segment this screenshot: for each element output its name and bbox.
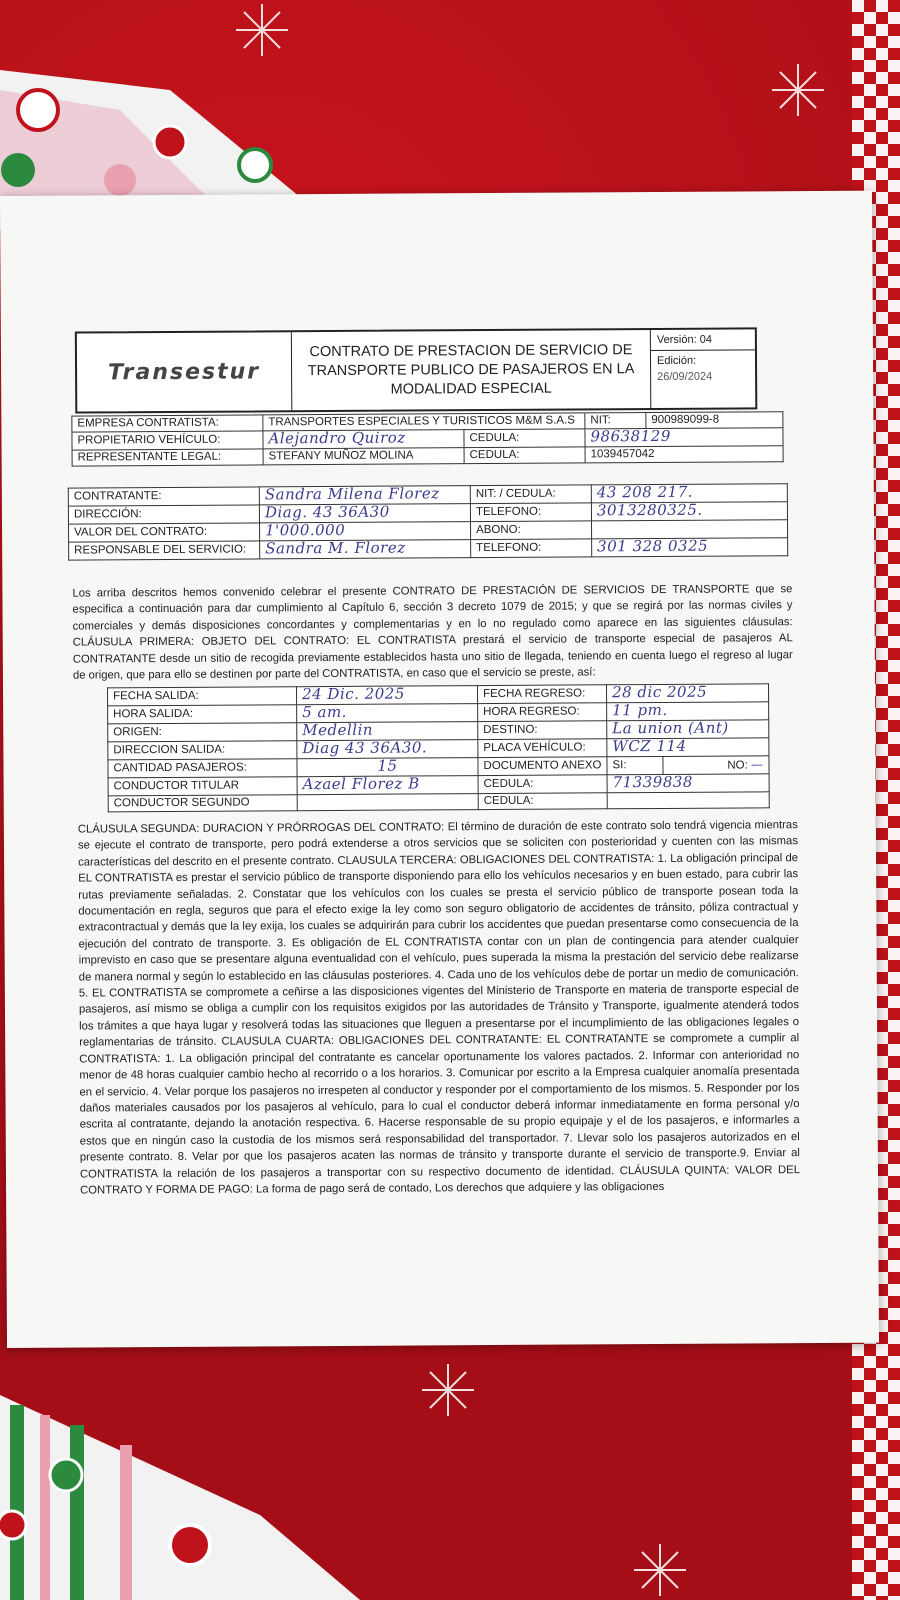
- direccion-salida-value: Diag 43 36A30.: [302, 738, 428, 758]
- fecha-regreso-value: 28 dic 2025: [611, 682, 708, 702]
- representante-label: REPRESENTANTE LEGAL:: [72, 449, 263, 466]
- direccion-salida-label: DIRECCION SALIDA:: [108, 741, 297, 760]
- empresa-value: TRANSPORTES ESPECIALES Y TURISTICOS M&M S.A.S: [263, 413, 585, 431]
- company-logo: Transestur: [107, 358, 261, 385]
- edition-date: 26/09/2024: [657, 370, 713, 383]
- contract-document: [0, 191, 879, 1348]
- conductor-segundo-value: [297, 794, 478, 811]
- propietario-cedula: 98638129: [590, 426, 671, 446]
- snowflake-icon: [768, 60, 828, 120]
- title-line: MODALIDAD ESPECIAL: [390, 380, 552, 398]
- responsable-value: Sandra M. Florez: [265, 538, 406, 558]
- snowflake-icon: [630, 1540, 690, 1600]
- valor-label: VALOR DEL CONTRATO:: [69, 523, 260, 542]
- hora-regreso-value: 11 pm.: [612, 700, 668, 720]
- valor-value: 1'000.000: [264, 520, 346, 540]
- document-title: [292, 330, 651, 410]
- cantidad-label: CANTIDAD PASAJEROS:: [108, 759, 297, 778]
- cantidad-value: 15: [377, 756, 398, 775]
- abono-label: ABONO:: [470, 521, 591, 540]
- no-label: NO:: [727, 758, 748, 772]
- no-mark: —: [750, 756, 764, 771]
- destino-label: DESTINO:: [478, 721, 607, 740]
- responsable-label: RESPONSABLE DEL SERVICIO:: [69, 541, 260, 560]
- contratante-label: CONTRATANTE:: [68, 487, 259, 506]
- document-header: [75, 327, 757, 413]
- nit-cedula-value: 43 208 217.: [596, 482, 694, 502]
- nit-value: 900989099-8: [646, 412, 783, 429]
- direccion-value: Diag. 43 36A30: [264, 502, 390, 522]
- title-line: TRANSPORTE PUBLICO DE PASAJEROS EN LA: [307, 360, 635, 379]
- logo-cell: [77, 332, 292, 411]
- conductor-segundo-label: CONDUCTOR SEGUNDO: [108, 795, 297, 812]
- conductor-titular-label: CONDUCTOR TITULAR: [108, 777, 297, 796]
- telefono-label: TELEFONO:: [471, 539, 592, 558]
- direccion-label: DIRECCIÓN:: [68, 505, 259, 524]
- company-table: [71, 411, 783, 466]
- christmas-tree-decoration-icon: [0, 1395, 360, 1600]
- table-row: [108, 792, 769, 812]
- nit-label: NIT:: [585, 413, 646, 429]
- telefono-label: TELEFONO:: [470, 503, 591, 522]
- origen-value: Medellin: [302, 720, 374, 740]
- nit-cedula-label: NIT: / CEDULA:: [470, 485, 591, 504]
- version-cell: [651, 329, 755, 408]
- contratante-value: Sandra Milena Florez: [264, 484, 440, 504]
- fecha-salida-label: FECHA SALIDA:: [108, 687, 297, 706]
- propietario-value: Alejandro Quiroz: [268, 428, 406, 448]
- destino-value: La union (Ant): [612, 718, 729, 738]
- title-line: CONTRATO DE PRESTACION DE SERVICIO DE: [309, 341, 633, 360]
- conductor-segundo-cedula: [607, 792, 769, 809]
- version-label: Versión: 04: [651, 329, 755, 351]
- fecha-regreso-label: FECHA REGRESO:: [477, 685, 606, 704]
- edition-label: Edición:: [656, 354, 697, 367]
- snowflake-icon: [418, 1360, 478, 1420]
- trip-table: [107, 683, 770, 812]
- intro-paragraph: Los arriba descritos hemos convenido celebrar el presente CONTRATO DE PRESTACIÓN DE SERVICIOS DE TRANSPORTE que se especifica a continuación para dar cumplimiento al Capítulo 6, sección 3 decreto 1079 de 2015; y que se regirá por las normas civiles y comerciales y demás disposiciones concordantes y complementarias y en lo no regulado como aparece en las siguientes cláusulas: CLÁUSULA PRIMERA: OBJETO DEL CONTRATO: EL CONTRATISTA prestará el servicio de transporte especial de pasajeros AL CONTRATANTE desde un sitio de recogida previamente establecidos hasta uno sitio de llegada, teniendo en cuenta luego el regreso al lugar de origen, que para ello se destinen por parte del CONTRATISTA, en caso que el servicio se preste, así:: [72, 583, 793, 682]
- doc-anexo-label: DOCUMENTO ANEXO: [478, 757, 607, 776]
- conductor-titular-value: Azael Florez B: [302, 774, 420, 794]
- hora-salida-value: 5 am.: [302, 702, 347, 722]
- telefono-value: 3013280325.: [596, 500, 703, 520]
- cedula-label: CEDULA:: [478, 793, 607, 810]
- hora-regreso-label: HORA REGRESO:: [478, 703, 607, 722]
- si-label: SI:: [607, 756, 663, 774]
- representante-cedula: 1039457042: [585, 446, 783, 463]
- clauses-paragraph: CLÁUSULA SEGUNDA: DURACION Y PRÓRROGAS DEL CONTRATO: El término de duración de este contrato solo tendrá vigencia mientras se ejecute el contrato de transporte, pero podrá extenderse a otros servicios que se soliciten con posterioridad y cuenten con las mismas características del descrito en el presente contrato. CLAUSULA TERCERA: OBLIGACIONES DEL CONTRATISTA: 1. La obligación principal de EL CONTRATISTA es prestar el servicio público de transporte disponiendo para ello los vehículos necesarios y en buen estado, para cubrir las rutas previamente señaladas. 2. Constatar que los vehículos con los cuales se presta el servicio público de transporte posean toda la documentación en regla, seguros que para el efecto exige la ley como son seguro obligatorio de accidentes de tránsito, póliza contractual y extracontractual y demás que la ley exija, los cuales se adquirirán para cubrir los accidentes que puedan presentarse como consecuencia de la ejecución del contrato de transporte. 3. Es obligación de EL CONTRATISTA contar con un plan de contingencia para atender cualquier imprevisto en caso que se presentare alguna eventualidad con el vehículo, pues superada la misma la prestación del servicio debe realizarse de manera normal y según lo establecido en las cláusulas posteriores. 4. Cada uno de los vehículos debe de portar un medio de comunicación. 5. EL CONTRATISTA se compromete a ceñirse a las disposiciones vigentes del Ministerio de Transporte en materia de transporte especial de pasajeros, así mismo se obliga a cumplir con los requisitos exigidos por las autoridades de Tránsito y Transporte, igualmente atenderá todos los trámites a que haya lugar y resolverá todas las situaciones que lleguen a presentarse por el incumplimiento de las obligaciones legales o reglamentarias de tránsito. CLAUSULA CUARTA: OBLIGACIONES DEL CONTRATANTE: EL CONTRATANTE se compromete a cumplir al CONTRATISTA: 1. La obligación principal del contratante es cancelar oportunamente los valores pactados. 2. Informar con anterioridad no menor de 48 horas cualquier cambio hecho al recorrido o a los horarios. 3. Comunicar por escrito a la Empresa cualquier anomalía presentada en el servicio. 4. Velar porque los pasajeros no irrespeten al conductor y responder por el comportamiento de los mismos. 5. Responder por los daños materiales causados por los pasajeros al vehículo, para lo cual el conductor deberá informar inmediatamente en forma personal y/o escrita al contratante, dejando la anotación respectiva. 6. Hacerse responsable de su propio equipaje y el de los pasajeros, e informarles a estos que en ningún caso la custodia de los mismos será responsabilidad del transportador. 7. Llevar solo los pasajeros autorizados en el presente contrato. 8. Velar por que los pasajeros acaten las normas de tránsito y transporte durante el servicio de transporte.9. Enviar al CONTRATISTA la relación de los pasajeros a transportar con su respectivo documento de identidad. CLÁUSULA QUINTA: VALOR DEL CONTRATO Y FORMA DE PAGO: La forma de pago será de contado, Los derechos que adquiere y las obligaciones: [77, 819, 800, 1197]
- hora-salida-label: HORA SALIDA:: [108, 705, 297, 724]
- table-row: [69, 538, 788, 560]
- table-row: [72, 446, 783, 466]
- responsable-tel: 301 328 0325: [597, 536, 709, 556]
- snowflake-icon: [232, 0, 292, 60]
- propietario-label: PROPIETARIO VEHÍCULO:: [72, 431, 263, 450]
- representante-value: STEFANY MUÑOZ MOLINA: [263, 448, 464, 465]
- cedula-label: CEDULA:: [464, 429, 585, 448]
- contratante-table: [68, 483, 788, 560]
- conductor-titular-cedula: 71339838: [612, 772, 694, 792]
- cedula-label: CEDULA:: [464, 447, 585, 464]
- empresa-label: EMPRESA CONTRATISTA:: [72, 415, 263, 432]
- placa-value: WCZ 114: [612, 736, 687, 756]
- cedula-label: CEDULA:: [478, 775, 607, 794]
- origen-label: ORIGEN:: [108, 723, 297, 742]
- fecha-salida-value: 24 Dic. 2025: [301, 684, 405, 704]
- placa-label: PLACA VEHÍCULO:: [478, 739, 607, 758]
